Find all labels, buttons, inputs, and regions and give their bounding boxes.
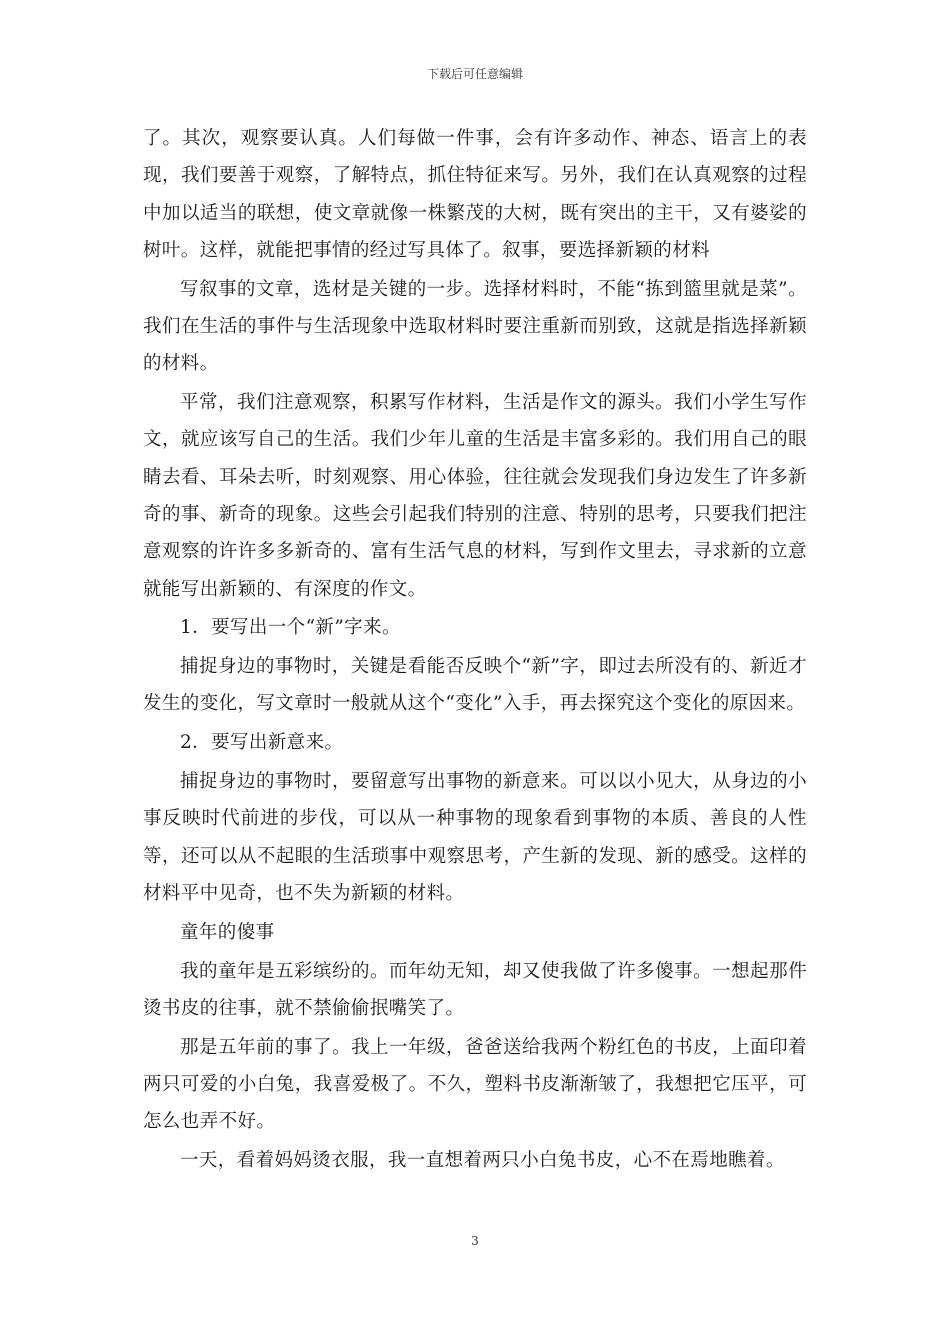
document-body bbox=[143, 120, 807, 1181]
essay-title: 童年的傻事 bbox=[180, 921, 275, 943]
paragraph-6: 我的童年是五彩缤纷的。而年幼无知，却又使我做了许多傻事。一想起那件烫书皮的往事，就不禁偷偷抿嘴笑了。 bbox=[143, 960, 807, 1019]
paragraph-7: 那是五年前的事了。我上一年级，爸爸送给我两个粉红色的书皮，上面印着两只可爱的小白兔，我喜爱极了。不久，塑料书皮渐渐皱了，我想把它压平，可怎么也弄不好。 bbox=[143, 1036, 807, 1133]
page-header: 下载后可任意编辑 bbox=[426, 67, 523, 81]
page-number: 3 bbox=[471, 1234, 479, 1248]
paragraph-2: 写叙事的文章，选材是关键的一步。选择材料时，不能“拣到篮里就是菜”。我们在生活的事件与生活现象中选取材料时要注重新而别致，这就是指选择新颖的材料。 bbox=[143, 278, 807, 375]
paragraph-4: 捕捉身边的事物时，关键是看能否反映个“新”字，即过去所没有的、新近才发生的变化，写文章时一般就从这个“变化”入手，再去探究这个变化的原因来。 bbox=[143, 656, 807, 715]
paragraph-1: 了。其次，观察要认真。人们每做一件事，会有许多动作、神态、语言上的表现，我们要善于观察，了解特点，抓住特征来写。另外，我们在认真观察的过程中加以适当的联想，使文章就像一株繁茂的大树，既有突出的主干，又有婆娑的树叶。这样，就能把事情的经过写具体了。叙事，要选择新颖的材料 bbox=[143, 128, 807, 261]
paragraph-5: 捕捉身边的事物时，要留意写出事物的新意来。可以以小见大，从身边的小事反映时代前进的步伐，可以从一种事物的现象看到事物的本质、善良的人性等，还可以从不起眼的生活琐事中观察思考，产生新的发现、新的感受。这样的材料平中见奇，也不失为新颖的材料。 bbox=[143, 771, 807, 904]
list-heading-1: 1．要写出一个“新”字来。 bbox=[180, 617, 401, 639]
paragraph-8: 一天，看着妈妈烫衣服，我一直想着两只小白兔书皮，心不在焉地瞧着。 bbox=[180, 1150, 785, 1172]
paragraph-3: 平常，我们注意观察，积累写作材料，生活是作文的源头。我们小学生写作文，就应该写自己的生活。我们少年儿童的生活是丰富多彩的。我们用自己的眼睛去看、耳朵去听，时刻观察、用心体验，往往就会发现我们身边发生了许多新奇的事、新奇的现象。这些会引起我们特别的注意、特别的思考，只要我们把注意观察的许许多多新奇的、富有生活气息的材料，写到作文里去，寻求新的立意就能写出新颖的、有深度的作文。 bbox=[143, 392, 807, 600]
list-heading-2: 2．要写出新意来。 bbox=[180, 732, 344, 754]
